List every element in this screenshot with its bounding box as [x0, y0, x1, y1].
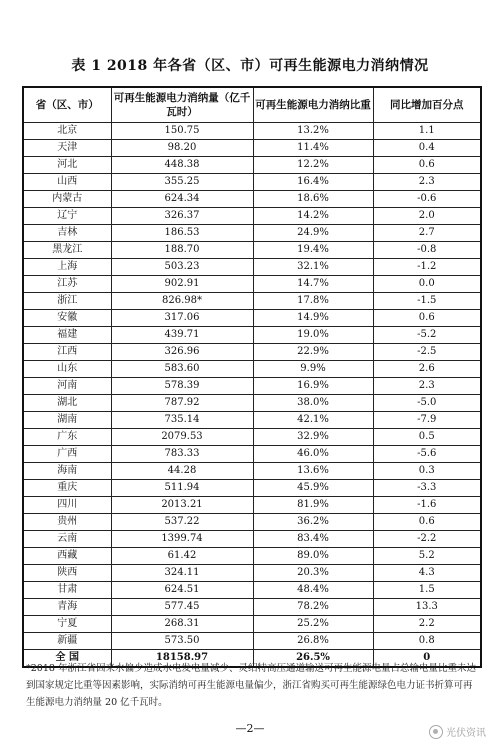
share-cell: 20.3% [253, 565, 373, 582]
table-row [23, 412, 481, 429]
table-row [23, 395, 481, 412]
share-cell: 11.4% [253, 140, 373, 157]
change-cell: 0.3 [373, 463, 481, 480]
wechat-logo-icon [429, 725, 443, 739]
province-cell: 山东 [23, 361, 111, 378]
change-cell: 0.8 [373, 633, 481, 650]
share-cell: 17.8% [253, 293, 373, 310]
share-cell: 42.1% [253, 412, 373, 429]
table-row [23, 157, 481, 174]
page-number: —2— [235, 722, 265, 735]
change-cell: 5.2 [373, 548, 481, 565]
table-row [23, 616, 481, 633]
consumption-cell: 61.42 [111, 548, 253, 565]
province-cell: 吉林 [23, 225, 111, 242]
table-title: 表 1 2018 年各省（区、市）可再生能源电力消纳情况 [71, 58, 429, 74]
watermark [429, 724, 486, 739]
table-row [23, 174, 481, 191]
share-cell: 13.6% [253, 463, 373, 480]
change-cell: 2.2 [373, 616, 481, 633]
change-cell: -1.6 [373, 497, 481, 514]
change-cell: -5.6 [373, 446, 481, 463]
total-consumption-cell: 18158.97 [111, 650, 253, 668]
consumption-cell: 735.14 [111, 412, 253, 429]
change-cell: 2.3 [373, 174, 481, 191]
header-share: 可再生能源电力消纳比重 [253, 87, 373, 123]
share-cell: 19.0% [253, 327, 373, 344]
share-cell: 24.9% [253, 225, 373, 242]
total-province-cell: 全 国 [23, 650, 111, 668]
table-row [23, 225, 481, 242]
table-row [23, 599, 481, 616]
consumption-cell: 583.60 [111, 361, 253, 378]
change-cell: 2.7 [373, 225, 481, 242]
table-row [23, 327, 481, 344]
consumption-cell: 577.45 [111, 599, 253, 616]
province-cell: 海南 [23, 463, 111, 480]
consumption-cell: 355.25 [111, 174, 253, 191]
table-row [23, 310, 481, 327]
change-cell: -0.8 [373, 242, 481, 259]
share-cell: 18.6% [253, 191, 373, 208]
total-change-cell: 0 [373, 650, 481, 668]
consumption-cell: 578.39 [111, 378, 253, 395]
province-cell: 北京 [23, 123, 111, 140]
share-cell: 32.1% [253, 259, 373, 276]
change-cell: 0.0 [373, 276, 481, 293]
table-row [23, 361, 481, 378]
province-cell: 上海 [23, 259, 111, 276]
consumption-cell: 624.34 [111, 191, 253, 208]
table-row [23, 497, 481, 514]
share-cell: 12.2% [253, 157, 373, 174]
total-share-cell: 26.5% [253, 650, 373, 668]
share-cell: 14.7% [253, 276, 373, 293]
table-row [23, 429, 481, 446]
province-cell: 青海 [23, 599, 111, 616]
table-row [23, 446, 481, 463]
province-cell: 新疆 [23, 633, 111, 650]
province-cell: 四川 [23, 497, 111, 514]
change-cell: 0.5 [373, 429, 481, 446]
consumption-cell: 826.98* [111, 293, 253, 310]
province-cell: 安徽 [23, 310, 111, 327]
change-cell: -7.9 [373, 412, 481, 429]
share-cell: 83.4% [253, 531, 373, 548]
province-cell: 江苏 [23, 276, 111, 293]
share-cell: 22.9% [253, 344, 373, 361]
footnote: *2018 年浙江省因来水偏少造成水电发电量减少、灵绍特高压通道输送可再生能源电量占总输电量比重未达到国家规定比重等因素影响，实际消纳可再生能源电量偏少，浙江省购买可再生能源绿色电力证书折算可再生能源电力消纳量 20 亿千瓦时。 [26, 663, 476, 708]
table-row [23, 548, 481, 565]
table-row [23, 463, 481, 480]
table-row [23, 140, 481, 157]
consumption-cell: 317.06 [111, 310, 253, 327]
province-cell: 内蒙古 [23, 191, 111, 208]
table-row [23, 531, 481, 548]
change-cell: 1.5 [373, 582, 481, 599]
change-cell: 0.6 [373, 157, 481, 174]
province-cell: 贵州 [23, 514, 111, 531]
province-cell: 湖北 [23, 395, 111, 412]
consumption-cell: 2079.53 [111, 429, 253, 446]
header-province: 省（区、市） [23, 87, 111, 123]
change-cell: -1.5 [373, 293, 481, 310]
consumption-cell: 324.11 [111, 565, 253, 582]
consumption-cell: 186.53 [111, 225, 253, 242]
share-cell: 38.0% [253, 395, 373, 412]
change-cell: -5.0 [373, 395, 481, 412]
table-row [23, 344, 481, 361]
share-cell: 26.8% [253, 633, 373, 650]
table-row [23, 480, 481, 497]
change-cell: 2.6 [373, 361, 481, 378]
change-cell: 0.4 [373, 140, 481, 157]
consumption-table [22, 86, 482, 668]
share-cell: 13.2% [253, 123, 373, 140]
consumption-cell: 326.96 [111, 344, 253, 361]
consumption-cell: 2013.21 [111, 497, 253, 514]
consumption-cell: 268.31 [111, 616, 253, 633]
change-cell: -2.5 [373, 344, 481, 361]
table-row [23, 123, 481, 140]
share-cell: 78.2% [253, 599, 373, 616]
change-cell: 1.1 [373, 123, 481, 140]
change-cell: -1.2 [373, 259, 481, 276]
consumption-cell: 448.38 [111, 157, 253, 174]
province-cell: 西藏 [23, 548, 111, 565]
share-cell: 14.2% [253, 208, 373, 225]
province-cell: 云南 [23, 531, 111, 548]
province-cell: 河北 [23, 157, 111, 174]
consumption-cell: 503.23 [111, 259, 253, 276]
header-change: 同比增加百分点 [373, 87, 481, 123]
share-cell: 36.2% [253, 514, 373, 531]
province-cell: 天津 [23, 140, 111, 157]
change-cell: -3.3 [373, 480, 481, 497]
consumption-cell: 573.50 [111, 633, 253, 650]
consumption-cell: 511.94 [111, 480, 253, 497]
consumption-cell: 1399.74 [111, 531, 253, 548]
consumption-cell: 537.22 [111, 514, 253, 531]
share-cell: 19.4% [253, 242, 373, 259]
share-cell: 16.9% [253, 378, 373, 395]
change-cell: 2.3 [373, 378, 481, 395]
province-cell: 山西 [23, 174, 111, 191]
change-cell: -5.2 [373, 327, 481, 344]
change-cell: 13.3 [373, 599, 481, 616]
share-cell: 81.9% [253, 497, 373, 514]
province-cell: 浙江 [23, 293, 111, 310]
province-cell: 湖南 [23, 412, 111, 429]
consumption-cell: 44.28 [111, 463, 253, 480]
change-cell: -2.2 [373, 531, 481, 548]
consumption-cell: 787.92 [111, 395, 253, 412]
province-cell: 陕西 [23, 565, 111, 582]
share-cell: 16.4% [253, 174, 373, 191]
province-cell: 福建 [23, 327, 111, 344]
consumption-cell: 150.75 [111, 123, 253, 140]
province-cell: 重庆 [23, 480, 111, 497]
consumption-cell: 902.91 [111, 276, 253, 293]
share-cell: 46.0% [253, 446, 373, 463]
change-cell: 4.3 [373, 565, 481, 582]
table-row [23, 293, 481, 310]
header-consumption: 可再生能源电力消纳量（亿千瓦时） [111, 87, 253, 123]
table-row [23, 378, 481, 395]
table-row [23, 208, 481, 225]
province-cell: 广西 [23, 446, 111, 463]
consumption-cell: 188.70 [111, 242, 253, 259]
table-row [23, 276, 481, 293]
province-cell: 广东 [23, 429, 111, 446]
table-row [23, 259, 481, 276]
province-cell: 宁夏 [23, 616, 111, 633]
change-cell: -0.6 [373, 191, 481, 208]
table-row [23, 191, 481, 208]
consumption-cell: 326.37 [111, 208, 253, 225]
change-cell: 0.6 [373, 514, 481, 531]
share-cell: 45.9% [253, 480, 373, 497]
province-cell: 河南 [23, 378, 111, 395]
share-cell: 89.0% [253, 548, 373, 565]
table-row [23, 582, 481, 599]
consumption-cell: 439.71 [111, 327, 253, 344]
province-cell: 辽宁 [23, 208, 111, 225]
consumption-cell: 783.33 [111, 446, 253, 463]
change-cell: 2.0 [373, 208, 481, 225]
province-cell: 黑龙江 [23, 242, 111, 259]
share-cell: 48.4% [253, 582, 373, 599]
consumption-cell: 98.20 [111, 140, 253, 157]
share-cell: 9.9% [253, 361, 373, 378]
consumption-cell: 624.51 [111, 582, 253, 599]
table-row [23, 633, 481, 650]
share-cell: 14.9% [253, 310, 373, 327]
province-cell: 江西 [23, 344, 111, 361]
table-row [23, 242, 481, 259]
table-row [23, 565, 481, 582]
share-cell: 32.9% [253, 429, 373, 446]
table-row [23, 514, 481, 531]
share-cell: 25.2% [253, 616, 373, 633]
change-cell: 0.6 [373, 310, 481, 327]
table-header-row [23, 87, 481, 123]
province-cell: 甘肃 [23, 582, 111, 599]
watermark-text: 光伏资讯 [446, 728, 486, 739]
